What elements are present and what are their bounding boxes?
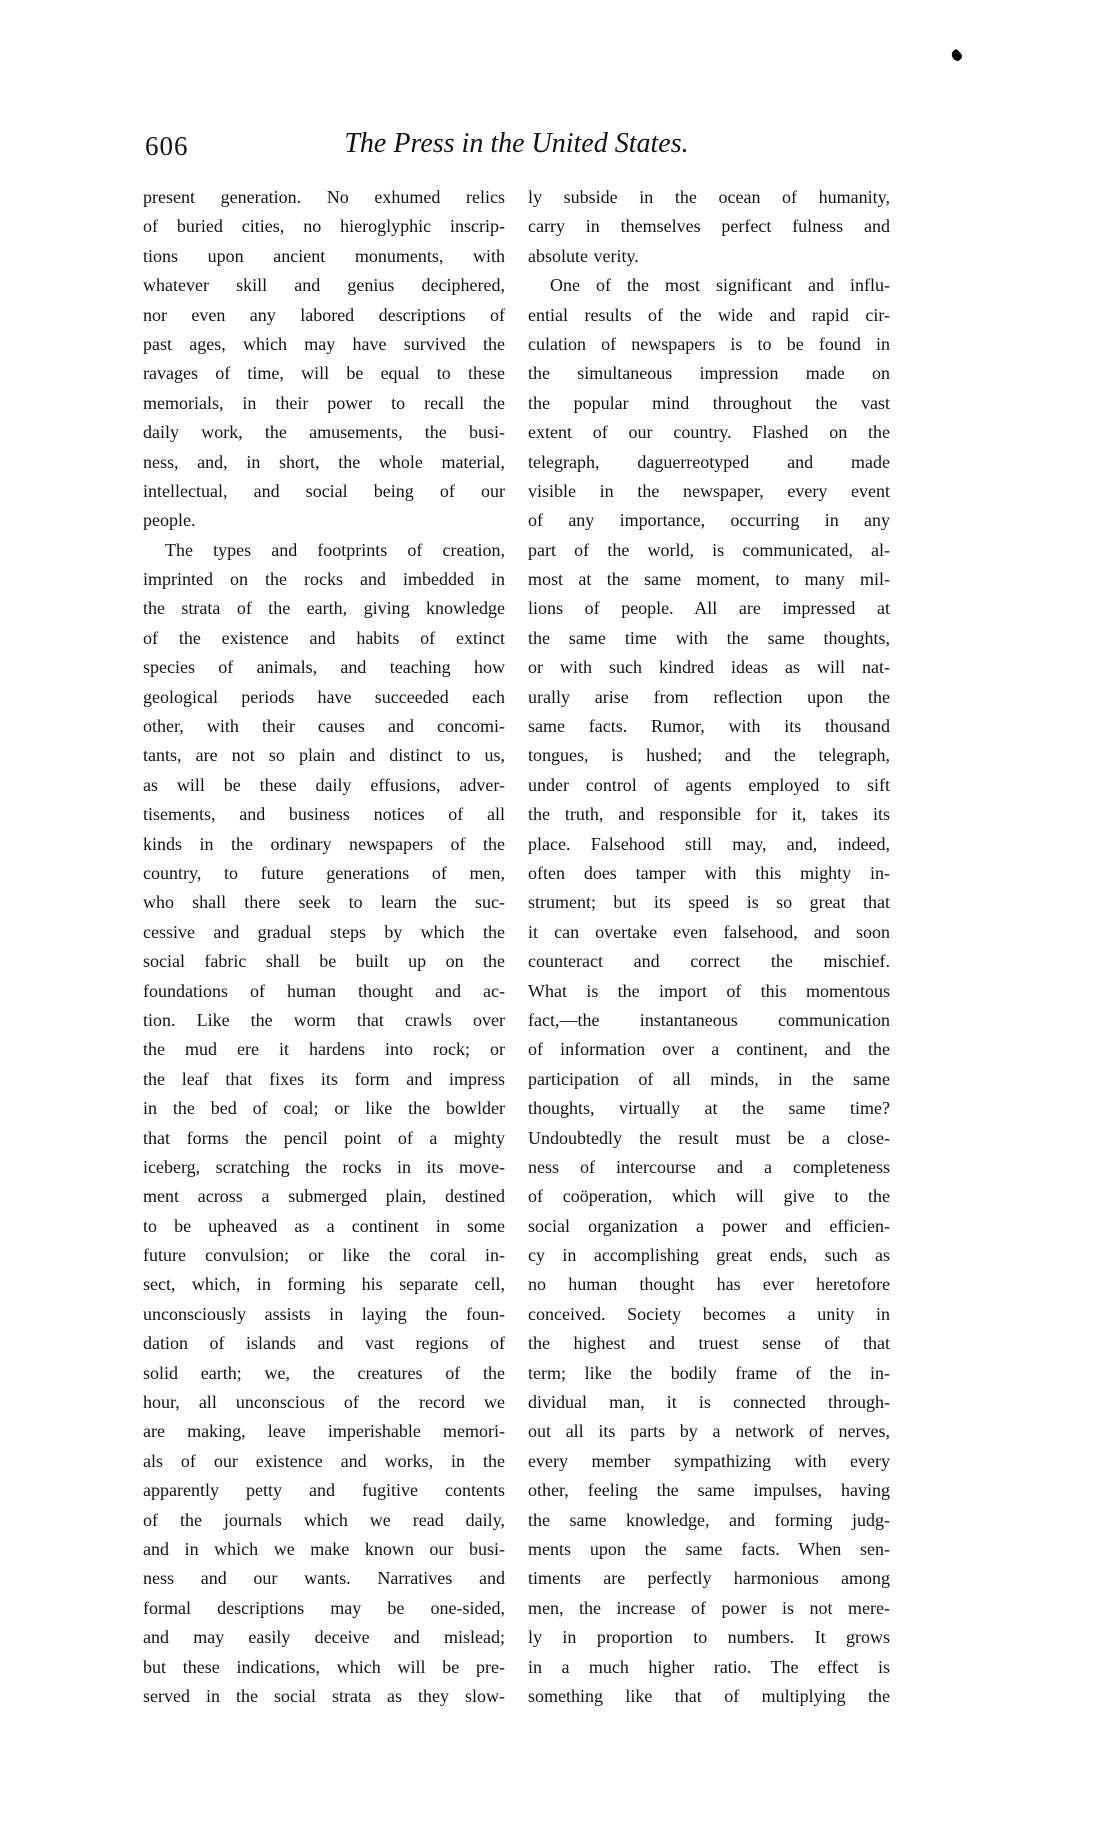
text-line: the mud ere it hardens into rock; or: [143, 1039, 505, 1060]
text-line: tions upon ancient monuments, with: [143, 245, 505, 266]
text-line: and in which we make known our busi-: [143, 1538, 505, 1559]
text-line: kinds in the ordinary newspapers of the: [143, 833, 505, 854]
text-line: to be upheaved as a continent in some: [143, 1215, 505, 1236]
text-line: als of our existence and works, in the: [143, 1450, 505, 1471]
text-line: who shall there seek to learn the suc-: [143, 892, 505, 913]
text-line: Undoubtedly the result must be a close-: [528, 1127, 890, 1148]
text-line: people.: [143, 510, 196, 531]
text-line: of coöperation, which will give to the: [528, 1186, 890, 1207]
text-line: in the bed of coal; or like the bowlder: [143, 1098, 505, 1119]
text-line: same facts. Rumor, with its thousand: [528, 716, 890, 737]
text-line: term; like the bodily frame of the in-: [528, 1362, 890, 1383]
text-line: culation of newspapers is to be found in: [528, 333, 890, 354]
text-line: ness and our wants. Narratives and: [143, 1568, 505, 1589]
text-line: other, with their causes and concomi-: [143, 716, 505, 737]
text-line: in a much higher ratio. The effect is: [528, 1656, 890, 1677]
text-line: of buried cities, no hieroglyphic inscrip-: [143, 216, 505, 237]
text-line: participation of all minds, in the same: [528, 1068, 890, 1089]
text-line: species of animals, and teaching how: [143, 657, 505, 678]
text-line: ly in proportion to numbers. It grows: [528, 1627, 890, 1648]
text-line: fact,—the instantaneous communication: [528, 1009, 890, 1030]
text-line: cessive and gradual steps by which the: [143, 921, 505, 942]
text-line: as will be these daily effusions, adver-: [143, 774, 505, 795]
text-line: memorials, in their power to recall the: [143, 392, 505, 413]
text-line: intellectual, and social being of our: [143, 480, 505, 501]
text-line: One of the most significant and influ-: [550, 275, 890, 296]
text-line: or with such kindred ideas as will nat-: [528, 657, 890, 678]
text-line: the leaf that fixes its form and impress: [143, 1068, 505, 1089]
text-line: tongues, is hushed; and the telegraph,: [528, 745, 890, 766]
text-line: out all its parts by a network of nerves,: [528, 1421, 890, 1442]
ink-speck: [949, 48, 963, 62]
text-line: unconsciously assists in laying the foun-: [143, 1303, 505, 1324]
text-line: ness of intercourse and a completeness: [528, 1156, 890, 1177]
text-line: conceived. Society becomes a unity in: [528, 1303, 890, 1324]
text-line: but these indications, which will be pre-: [143, 1656, 505, 1677]
text-line: apparently petty and fugitive contents: [143, 1480, 505, 1501]
text-line: every member sympathizing with every: [528, 1450, 890, 1471]
text-line: the same knowledge, and forming judg-: [528, 1509, 890, 1530]
text-line: often does tamper with this mighty in-: [528, 862, 890, 883]
text-line: future convulsion; or like the coral in-: [143, 1245, 505, 1266]
text-line: carry in themselves perfect fulness and: [528, 216, 890, 237]
text-line: dation of islands and vast regions of: [143, 1333, 505, 1354]
text-line: the highest and truest sense of that: [528, 1333, 890, 1354]
text-line: ential results of the wide and rapid cir-: [528, 304, 890, 325]
text-line: and may easily deceive and mislead;: [143, 1627, 505, 1648]
text-line: part of the world, is communicated, al-: [528, 539, 890, 560]
text-line: ness, and, in short, the whole material,: [143, 451, 505, 472]
text-line: of any importance, occurring in any: [528, 510, 890, 531]
text-line: imprinted on the rocks and imbedded in: [143, 569, 505, 590]
text-line: present generation. No exhumed relics: [143, 187, 505, 207]
text-line: the truth, and responsible for it, takes its: [528, 804, 890, 825]
text-line: solid earth; we, the creatures of the: [143, 1362, 505, 1383]
text-line: extent of our country. Flashed on the: [528, 422, 890, 443]
text-line: the same time with the same thoughts,: [528, 627, 890, 648]
text-line: the strata of the earth, giving knowledge: [143, 598, 505, 619]
text-line: tants, are not so plain and distinct to us,: [143, 745, 505, 766]
text-line: of the journals which we read daily,: [143, 1509, 505, 1530]
text-line: counteract and correct the mischief.: [528, 951, 890, 972]
text-line: the simultaneous impression made on: [528, 363, 890, 384]
text-line: sect, which, in forming his separate cell,: [143, 1274, 505, 1295]
text-line: most at the same moment, to many mil-: [528, 569, 890, 590]
text-line: under control of agents employed to sift: [528, 774, 890, 795]
running-title: The Press in the United States.: [344, 128, 689, 159]
text-line: strument; but its speed is so great that: [528, 892, 890, 913]
text-line: that forms the pencil point of a mighty: [143, 1127, 505, 1148]
text-line: geological periods have succeeded each: [143, 686, 505, 707]
text-line: urally arise from reflection upon the: [528, 686, 890, 707]
text-line: the popular mind throughout the vast: [528, 392, 890, 413]
text-line: are making, leave imperishable memori-: [143, 1421, 505, 1442]
text-line: past ages, which may have survived the: [143, 333, 505, 354]
text-line: dividual man, it is connected through-: [528, 1392, 890, 1413]
text-line: iceberg, scratching the rocks in its move-: [143, 1156, 505, 1177]
body-text: [143, 183, 890, 1711]
text-line: something like that of multiplying the: [528, 1685, 890, 1706]
text-line: other, feeling the same impulses, having: [528, 1480, 890, 1501]
text-line: it can overtake even falsehood, and soon: [528, 921, 890, 942]
text-line: tisements, and business notices of all: [143, 804, 505, 825]
text-line: ly subside in the ocean of humanity,: [528, 187, 890, 207]
text-line: thoughts, virtually at the same time?: [528, 1098, 890, 1119]
text-line: no human thought has ever heretofore: [528, 1274, 890, 1295]
text-line: The types and footprints of creation,: [165, 539, 505, 560]
text-line: ment across a submerged plain, destined: [143, 1186, 505, 1207]
text-line: lions of people. All are impressed at: [528, 598, 890, 619]
text-line: foundations of human thought and ac-: [143, 980, 505, 1001]
text-line: of information over a continent, and the: [528, 1039, 890, 1060]
text-line: ravages of time, will be equal to these: [143, 363, 505, 384]
left-column: [143, 183, 505, 1711]
text-line: served in the social strata as they slow-: [143, 1685, 505, 1706]
text-line: daily work, the amusements, the busi-: [143, 422, 505, 443]
text-line: cy in accomplishing great ends, such as: [528, 1245, 890, 1266]
text-line: social fabric shall be built up on the: [143, 951, 505, 972]
text-line: men, the increase of power is not mere-: [528, 1597, 890, 1618]
text-line: absolute verity.: [528, 245, 639, 266]
text-line: country, to future generations of men,: [143, 862, 505, 883]
text-line: What is the import of this momentous: [528, 980, 890, 1001]
text-line: ments upon the same facts. When sen-: [528, 1538, 890, 1559]
text-line: whatever skill and genius deciphered,: [143, 275, 505, 296]
text-line: of the existence and habits of extinct: [143, 627, 505, 648]
text-line: telegraph, daguerreotyped and made: [528, 451, 890, 472]
text-line: timents are perfectly harmonious among: [528, 1568, 890, 1589]
right-column: [528, 183, 890, 1711]
text-line: hour, all unconscious of the record we: [143, 1392, 505, 1413]
text-line: formal descriptions may be one-sided,: [143, 1597, 505, 1618]
text-line: tion. Like the worm that crawls over: [143, 1009, 505, 1030]
text-line: visible in the newspaper, every event: [528, 480, 890, 501]
text-line: social organization a power and efficien-: [528, 1215, 890, 1236]
text-line: place. Falsehood still may, and, indeed,: [528, 833, 890, 854]
page-number: 606: [145, 131, 189, 161]
text-line: nor even any labored descriptions of: [143, 304, 505, 325]
